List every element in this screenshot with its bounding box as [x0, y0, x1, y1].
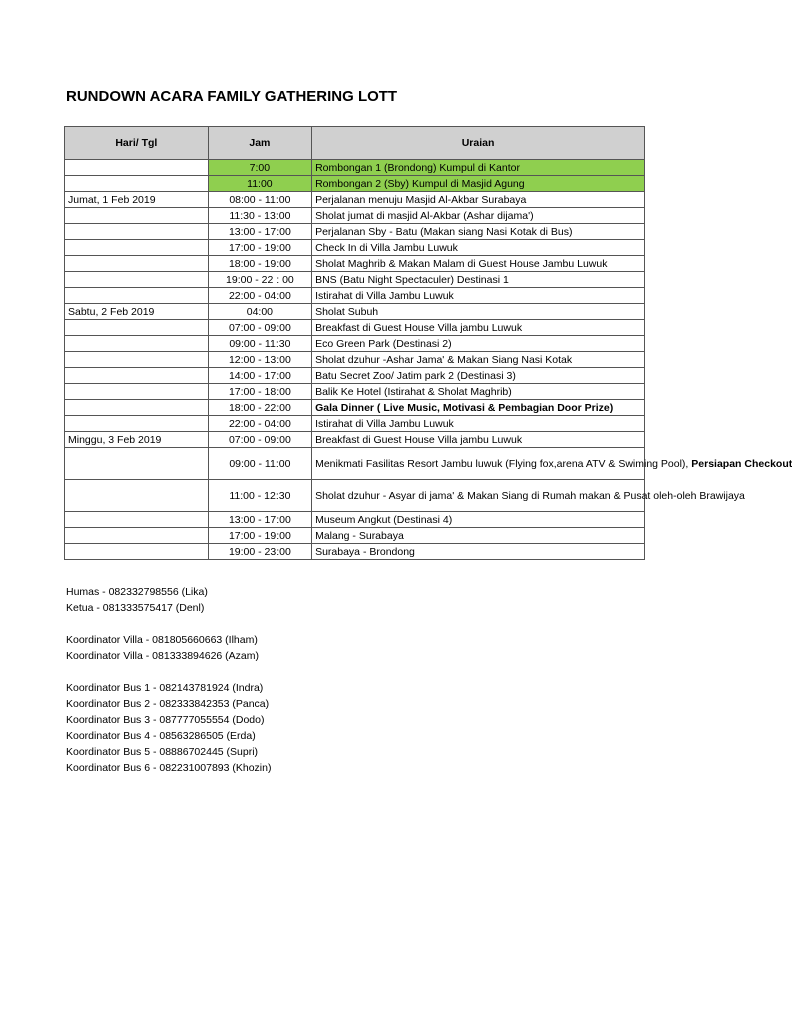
desc-cell: Istirahat di Villa Jambu Luwuk [312, 416, 645, 432]
day-cell [65, 384, 209, 400]
day-cell [65, 416, 209, 432]
desc-cell: Breakfast di Guest House Villa jambu Luwuk [312, 432, 645, 448]
table-row [65, 256, 645, 272]
day-cell [65, 352, 209, 368]
time-cell: 7:00 [208, 160, 311, 176]
time-cell: 19:00 - 23:00 [208, 544, 311, 560]
desc-cell: Balik Ke Hotel (Istirahat & Sholat Maghrib) [312, 384, 645, 400]
desc-cell: Sholat Subuh [312, 304, 645, 320]
time-cell: 18:00 - 22:00 [208, 400, 311, 416]
table-row [65, 480, 645, 512]
day-cell [65, 256, 209, 272]
table-row [65, 160, 645, 176]
time-cell: 07:00 - 09:00 [208, 432, 311, 448]
desc-cell: Perjalanan Sby - Batu (Makan siang Nasi Kotak di Bus) [312, 224, 645, 240]
desc-cell: Sholat jumat di masjid Al-Akbar (Ashar dijama') [312, 208, 645, 224]
table-row [65, 192, 645, 208]
contact-list [66, 584, 271, 776]
rundown-table [64, 126, 792, 560]
contact-villa-2: Koordinator Villa - 081333894626 (Azam) [66, 650, 260, 662]
desc-cell: Sholat dzuhur - Asyar di jama' & Makan Siang di Rumah makan & Pusat oleh-oleh Brawijaya [312, 480, 645, 512]
page-title: RUNDOWN ACARA FAMILY GATHERING LOTT [66, 88, 398, 105]
time-cell: 04:00 [208, 304, 311, 320]
desc-cell: Perjalanan menuju Masjid Al-Akbar Surabaya [312, 192, 645, 208]
day-cell [65, 224, 209, 240]
desc-cell: Gala Dinner ( Live Music, Motivasi & Pembagian Door Prize) [312, 400, 645, 416]
contact-villa-1: Koordinator Villa - 081805660663 (Ilham) [66, 634, 258, 646]
day-cell: Jumat, 1 Feb 2019 [65, 192, 209, 208]
desc-cell: Malang - Surabaya [312, 528, 645, 544]
table-row [65, 528, 645, 544]
table-row [65, 432, 645, 448]
desc-cell [312, 448, 792, 480]
day-cell: Minggu, 3 Feb 2019 [65, 432, 209, 448]
desc-cell: Check In di Villa Jambu Luwuk [312, 240, 645, 256]
day-cell [65, 288, 209, 304]
table-header-row [65, 127, 645, 160]
time-cell: 17:00 - 19:00 [208, 528, 311, 544]
day-cell [65, 448, 209, 480]
table-row [65, 448, 645, 480]
day-cell [65, 368, 209, 384]
table-row [65, 512, 645, 528]
time-cell: 13:00 - 17:00 [208, 224, 311, 240]
day-cell [65, 320, 209, 336]
time-cell: 09:00 - 11:00 [208, 448, 311, 480]
time-cell: 22:00 - 04:00 [208, 288, 311, 304]
table-row [65, 352, 645, 368]
contact-bus-2: Koordinator Bus 2 - 082333842353 (Panca) [66, 698, 270, 710]
table-row [65, 416, 645, 432]
desc-cell: Rombongan 2 (Sby) Kumpul di Masjid Agung [312, 176, 645, 192]
time-cell: 19:00 - 22 : 00 [208, 272, 311, 288]
table-row [65, 176, 645, 192]
time-cell: 07:00 - 09:00 [208, 320, 311, 336]
day-cell [65, 512, 209, 528]
contact-bus-6: Koordinator Bus 6 - 082231007893 (Khozin) [66, 762, 272, 774]
desc-emphasis: Persiapan Checkout [691, 457, 792, 470]
day-cell [65, 528, 209, 544]
time-cell: 22:00 - 04:00 [208, 416, 311, 432]
contact-ketua: Ketua - 081333575417 (Denl) [66, 602, 205, 614]
desc-cell: Eco Green Park (Destinasi 2) [312, 336, 645, 352]
header-desc: Uraian [312, 127, 645, 160]
contact-bus-1: Koordinator Bus 1 - 082143781924 (Indra) [66, 682, 264, 694]
time-cell: 12:00 - 13:00 [208, 352, 311, 368]
table-row [65, 384, 645, 400]
desc-cell: Breakfast di Guest House Villa jambu Luwuk [312, 320, 645, 336]
day-cell [65, 208, 209, 224]
contact-humas: Humas - 082332798556 (Lika) [66, 586, 208, 598]
table-row [65, 288, 645, 304]
desc-cell: BNS (Batu Night Spectaculer) Destinasi 1 [312, 272, 645, 288]
contact-bus-3: Koordinator Bus 3 - 087777055554 (Dodo) [66, 714, 265, 726]
table-row [65, 400, 645, 416]
time-cell: 17:00 - 19:00 [208, 240, 311, 256]
time-cell: 13:00 - 17:00 [208, 512, 311, 528]
table-row [65, 320, 645, 336]
table-row [65, 368, 645, 384]
day-cell [65, 480, 209, 512]
desc-text: Menikmati Fasilitas Resort Jambu luwuk (Flying fox,arena ATV & Swiming Pool), [315, 457, 689, 470]
table-row [65, 240, 645, 256]
table-row [65, 336, 645, 352]
contact-bus-5: Koordinator Bus 5 - 08886702445 (Supri) [66, 746, 259, 758]
table-row [65, 544, 645, 560]
day-cell [65, 544, 209, 560]
desc-cell: Batu Secret Zoo/ Jatim park 2 (Destinasi 3) [312, 368, 645, 384]
desc-cell: Istirahat di Villa Jambu Luwuk [312, 288, 645, 304]
time-cell: 11:30 - 13:00 [208, 208, 311, 224]
header-time: Jam [208, 127, 311, 160]
day-cell [65, 272, 209, 288]
desc-cell: Rombongan 1 (Brondong) Kumpul di Kantor [312, 160, 645, 176]
table-row [65, 272, 645, 288]
table-row [65, 208, 645, 224]
day-cell [65, 176, 209, 192]
time-cell: 14:00 - 17:00 [208, 368, 311, 384]
desc-cell: Museum Angkut (Destinasi 4) [312, 512, 645, 528]
day-cell [65, 400, 209, 416]
time-cell: 18:00 - 19:00 [208, 256, 311, 272]
desc-cell: Surabaya - Brondong [312, 544, 645, 560]
desc-cell: Sholat dzuhur -Ashar Jama' & Makan Siang Nasi Kotak [312, 352, 645, 368]
time-cell: 11:00 - 12:30 [208, 480, 311, 512]
desc-cell: Sholat Maghrib & Makan Malam di Guest House Jambu Luwuk [312, 256, 645, 272]
time-cell: 17:00 - 18:00 [208, 384, 311, 400]
day-cell [65, 160, 209, 176]
time-cell: 11:00 [208, 176, 311, 192]
time-cell: 09:00 - 11:30 [208, 336, 311, 352]
header-day: Hari/ Tgl [65, 127, 209, 160]
day-cell [65, 240, 209, 256]
time-cell: 08:00 - 11:00 [208, 192, 311, 208]
day-cell: Sabtu, 2 Feb 2019 [65, 304, 209, 320]
table-row [65, 304, 645, 320]
day-cell [65, 336, 209, 352]
contact-bus-4: Koordinator Bus 4 - 08563286505 (Erda) [66, 730, 256, 742]
table-row [65, 224, 645, 240]
